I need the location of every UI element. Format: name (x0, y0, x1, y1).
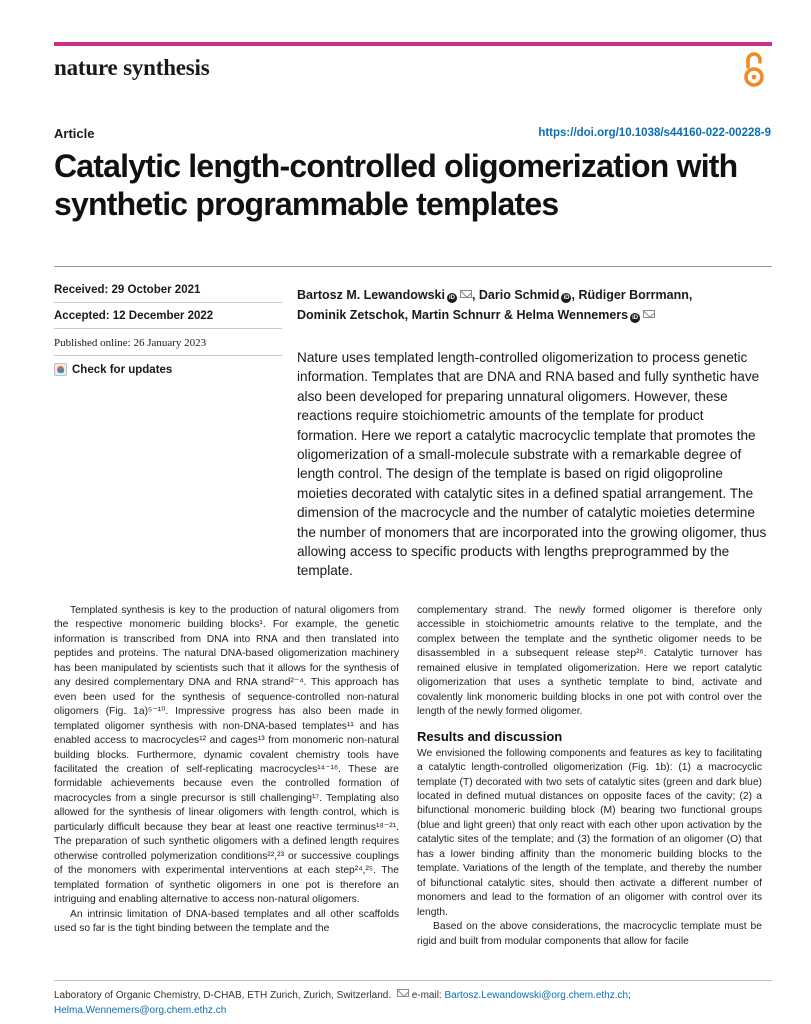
affiliation-text: Laboratory of Organic Chemistry, D-CHAB, ETH Zurich, Zurich, Switzerland. (54, 990, 392, 1001)
email-separator: ; (628, 990, 631, 1001)
body-column-right (417, 604, 762, 949)
meta-divider (54, 355, 282, 356)
author-name[interactable]: Dominik Zetschok, Martin Schnurr & Helma Wennemers (297, 308, 629, 322)
crossmark-icon (54, 363, 67, 376)
body-paragraph: We envisioned the following components and features as key to facilitating a catalytic length-controlled oligomerization (Fig. 1b): (1) a macrocyclic template (T) decorated with two sets of catalytic sites (green and dark blue) located in defined mutual distances on opposite faces of the cavity; (2) a bifunctional monomeric building block (M) bearing two functional groups (blue and light green) that only react with each other upon activation by the catalytic sites of the template; and (3) the formation of an oligomer (O) that has a lower binding affinity than the monomeric building blocks to the template. Variations of the length of the template, and thereby the number of bifunctional catalytic sites, should then activate a different number of monomers and lead to the formation of an oligomer with control over its length. (417, 747, 762, 918)
author-name[interactable]: Bartosz M. Lewandowski (297, 288, 445, 302)
body-paragraph: complementary strand. The newly formed oligomer is therefore only accessible in stoichiometric amounts relative to the template, and the complex between the template and the synthetic oligomer needs to be disassembled in a subsequent release step²⁶. Catalytic turnover has remained elusive in templated oligomerization. Here we report catalytic oligomerization that uses a synthetic template to bind, activate and covalently link monomeric building blocks in one pot with control over the length of the newly formed oligomer. (417, 605, 762, 718)
email-icon (397, 989, 409, 997)
journal-name[interactable]: nature synthesis (54, 55, 210, 80)
email-icon[interactable] (643, 310, 655, 318)
email-link[interactable]: Bartosz.Lewandowski@org.chem.ethz.ch (444, 990, 629, 1001)
accepted-date: Accepted: 12 December 2022 (54, 310, 214, 322)
abstract: Nature uses templated length-controlled oligomerization to process genetic information. Templates that are DNA and RNA based and fully synthetic have also been developed for preparing unnatural oligomers. However, these reactions require stoichiometric amounts of the template for product formation. Here we report a catalytic macrocyclic template that promotes the oligomerization of a small-molecule substrate with a remarkable degree of length control. The design of the template is based on rigid oligoproline moieties decorated with catalytic sites in a defined spatial arrangement. The dimension of the macrocycle and the number of catalytic moieties determine the number of monomers that are incorporated into the growing oligomer, thus allowing access to specific products with lengths preprogrammed by the template. (297, 350, 767, 579)
article-title: Catalytic length-controlled oligomerization with synthetic programmable templates (54, 148, 738, 222)
body-paragraph: Based on the above considerations, the macrocyclic template must be rigid and built from modular components that allow for facile (417, 921, 762, 947)
author-name[interactable]: Rüdiger Borrmann, (578, 288, 693, 302)
check-for-updates-button[interactable] (54, 363, 172, 376)
body-paragraph: An intrinsic limitation of DNA-based templates and all other scaffolds used so far is the tight binding between the template and the (54, 908, 399, 934)
email-label: e-mail: (411, 990, 442, 1001)
published-date: Published online: 26 January 2023 (54, 337, 207, 349)
email-link[interactable]: Helma.Wennemers@org.chem.ethz.ch (54, 1005, 227, 1016)
orcid-icon[interactable]: iD (448, 295, 455, 301)
doi-link[interactable]: https://doi.org/10.1038/s44160-022-00228-9 (538, 127, 771, 139)
open-access-icon (741, 50, 767, 90)
meta-divider (54, 302, 282, 303)
article-type: Article (54, 126, 95, 141)
orcid-icon[interactable]: iD (632, 315, 639, 321)
body-column-left (54, 604, 399, 936)
footnote-divider (54, 980, 772, 981)
author-list: Bartosz M. Lewandowski iD , Dario Schmid iD , Rüdiger Borrmann, Dominik Zetschok, Martin Schnurr & Helma Wennemers iD (297, 288, 693, 322)
received-date: Received: 29 October 2021 (54, 284, 201, 296)
journal-accent-bar (54, 42, 772, 46)
section-heading: Results and discussion (417, 728, 563, 744)
author-name[interactable]: Dario Schmid (478, 288, 560, 302)
email-icon[interactable] (460, 290, 472, 298)
meta-divider (54, 328, 282, 329)
title-divider (54, 266, 772, 267)
body-paragraph: Templated synthesis is key to the production of natural oligomers from the respective monomeric building blocks¹. For example, the genetic information is transcribed from DNA into RNA and then translated into peptides and proteins. The natural DNA-based oligomerization machinery has been manipulated by scientists such that it allows for the synthesis of any desired complementary DNA and RNA strand²⁻⁴. This approach has even been used for the synthesis of sequence-controlled non-natural oligomers (Fig. 1a)⁵⁻¹⁰. Impressive progress has also been made in templated oligomer synthesis with non-DNA-based templates¹¹ and has enabled access to macrocycles¹² and cages¹³ from monomeric non-natural building blocks. Furthermore, dynamic covalent chemistry tools have facilitated the creation of self-replicating macrocycles¹⁴⁻¹⁶. These are formidable achievements because even the controlled formation of macrocycles from a single precursor is still challenging¹⁷. Templating also allowed for the synthesis of linear oligomers with length control, which is particularly difficult because they bear at least one reactive terminus¹⁸⁻²¹. The preparation of such synthetic oligomers with a defined length requires otherwise controlled polymerization conditions²²,²³ or successive couplings of the monomers with experimental interventions at each step²⁴,²⁵. The templated formation of synthetic oligomers in one pot is therefore an intriguing and enabling alternative to access non-natural oligomers. (54, 605, 399, 906)
check-for-updates-label: Check for updates (72, 363, 173, 376)
orcid-icon[interactable]: iD (563, 295, 570, 301)
affiliation-footnote (54, 988, 772, 1018)
